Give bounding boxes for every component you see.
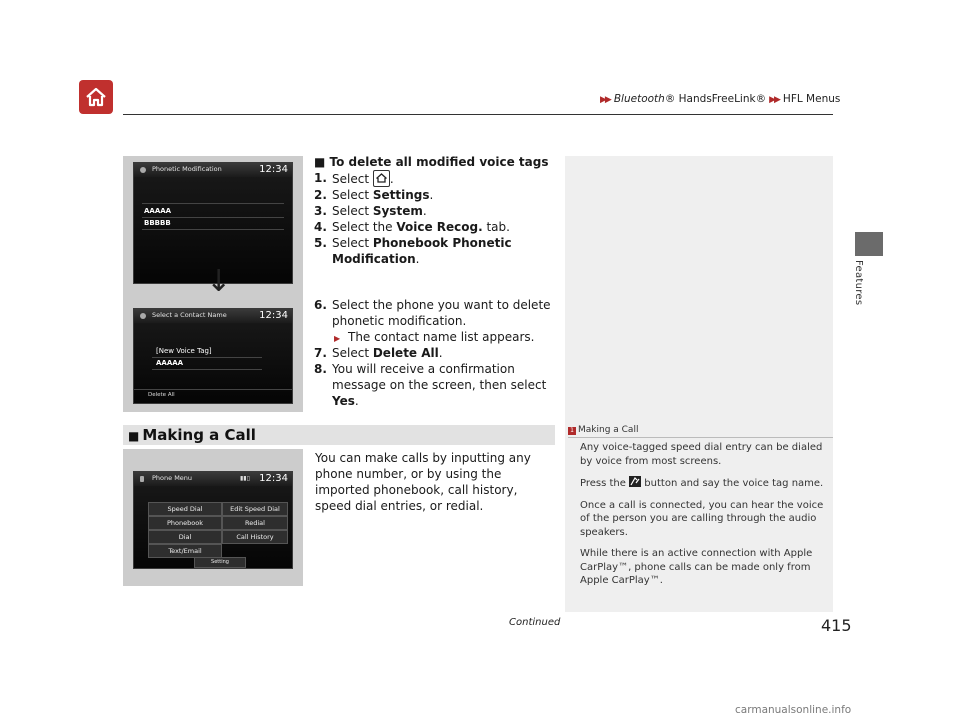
home-button-icon <box>373 170 390 187</box>
side-tab-marker <box>855 232 883 256</box>
list-item: AAAAA <box>156 359 184 367</box>
screen-clock: 12:34 <box>259 310 288 321</box>
breadcrumb-arrow-icon: ▶▶ <box>600 95 610 105</box>
status-dot-icon <box>140 167 146 173</box>
screen-clock: 12:34 <box>259 164 288 175</box>
breadcrumb-hfl: ® HandsFreeLink® <box>664 93 767 105</box>
list-item: [New Voice Tag] <box>156 347 212 355</box>
step-7: 7. Select Delete All. <box>314 346 443 360</box>
status-dot-icon <box>140 313 146 319</box>
house-icon <box>84 85 108 109</box>
step-4: 4. Select the Voice Recog. tab. <box>314 220 510 234</box>
side-tab-label: Features <box>853 260 864 306</box>
screen-clock: 12:34 <box>259 473 288 484</box>
edit-speed-dial-button: Edit Speed Dial <box>222 502 288 516</box>
square-bullet-icon: ■ <box>128 429 140 443</box>
select-contact-screen <box>133 308 293 404</box>
making-call-body: You can make calls by inputting any phone number, or by using the imported phonebook, call history, speed dial entries, or redial. <box>315 451 531 513</box>
list-item: BBBBB <box>144 219 171 227</box>
header-rule <box>123 114 833 115</box>
note-heading: 1 Making a Call <box>568 425 638 435</box>
breadcrumb <box>600 93 840 105</box>
call-history-button: Call History <box>222 530 288 544</box>
section-title: ■ Making a Call <box>128 426 256 444</box>
reference-icon: 1 <box>568 427 576 435</box>
step-2: 2. Select Settings. <box>314 188 434 202</box>
speed-dial-button: Speed Dial <box>148 502 222 516</box>
steps-heading: ■ To delete all modified voice tags <box>314 155 549 169</box>
arrow-down-icon: ↓ <box>206 264 232 299</box>
text-email-button: Text/Email <box>148 544 222 558</box>
home-chapter-icon <box>79 80 113 114</box>
signal-icon: ▮▮▯ <box>240 475 250 482</box>
phone-menu-screen <box>133 471 293 569</box>
delete-all-softkey: Delete All <box>148 392 175 398</box>
note-rule <box>568 437 833 438</box>
phone-icon <box>140 476 144 482</box>
breadcrumb-bluetooth: Bluetooth <box>613 93 665 105</box>
breadcrumb-menus: HFL Menus <box>782 93 841 105</box>
list-item: AAAAA <box>144 207 172 215</box>
step-6-result: ▶ The contact name list appears. <box>332 329 559 345</box>
step-1: 1. Select . <box>314 171 394 186</box>
step-8: 8. You will receive a confirmation message on the screen, then select Yes. <box>314 362 547 408</box>
phonebook-button: Phonebook <box>148 516 222 530</box>
note-paragraph: Press the button and say the voice tag name. <box>580 478 824 489</box>
step-6: 6. Select the phone you want to delete phonetic modification. <box>314 298 551 328</box>
setting-button: Setting <box>194 557 246 568</box>
screenshot-column-2 <box>123 449 303 586</box>
screen-title: Phone Menu <box>152 474 193 482</box>
step-3: 3. Select System. <box>314 204 427 218</box>
notes-text <box>580 441 825 596</box>
screen-title: Select a Contact Name <box>152 311 227 319</box>
note-paragraph: Once a call is connected, you can hear the voice of the person you are calling through the audio speakers. <box>580 499 824 538</box>
watermark: carmanualsonline.info <box>735 704 852 716</box>
dial-button: Dial <box>148 530 222 544</box>
page-number: 415 <box>821 616 852 635</box>
step-5: 5. Select Phonebook Phonetic Modification. <box>314 236 512 266</box>
delete-voice-tags-steps <box>314 154 559 409</box>
note-paragraph: While there is an active connection with Apple CarPlay™, phone calls can be made only from Apple CarPlay™. <box>580 548 813 586</box>
talk-button-icon <box>629 476 641 487</box>
note-paragraph: Any voice-tagged speed dial entry can be dialed by voice from most screens. <box>580 442 823 467</box>
breadcrumb-arrow-icon: ▶▶ <box>769 95 779 105</box>
redial-button: Redial <box>222 516 288 530</box>
continued-label: Continued <box>509 617 561 628</box>
screen-title: Phonetic Modification <box>152 165 222 173</box>
